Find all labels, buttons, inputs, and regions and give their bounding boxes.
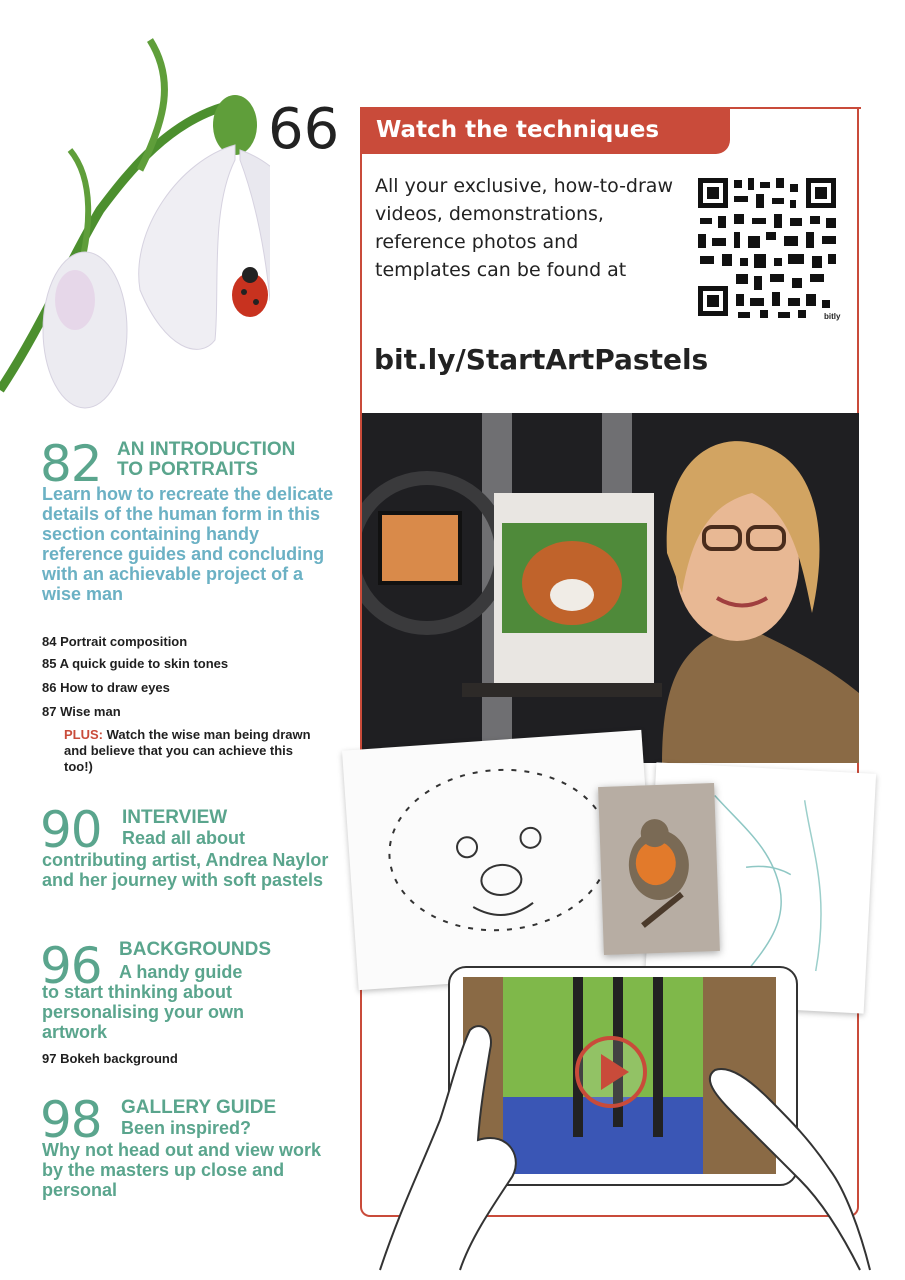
section-title-96: BACKGROUNDS [119,939,271,960]
panel-url[interactable]: bit.ly/StartArtPastels [374,343,709,376]
section-number-98: 98 [40,1091,102,1149]
panel-top-border [728,107,861,109]
plus-note [64,727,324,775]
section-title-90: INTERVIEW [122,807,228,828]
section-body-90: contributing artist, Andrea Naylor and her journey with soft pastels [42,850,329,890]
section-title-98: GALLERY GUIDE [121,1097,277,1118]
section-item-97: 97 Bokeh background [42,1051,178,1066]
snowdrop-illustration [0,30,270,420]
robin-photo [598,783,720,955]
artist-photo [362,413,859,763]
section-title-82-line1: AN INTRODUCTION [117,439,296,460]
panel-heading: Watch the techniques [376,117,660,143]
section-body-98: Why not head out and view work by the masters up close and personal [42,1140,322,1200]
qr-code[interactable] [694,174,844,324]
section-lead-98: Been inspired? [121,1118,252,1138]
section-body-82: Learn how to recreate the delicate details of the human form in this section containing handy reference guides and concluding with an achievable project of a wise man [42,484,334,604]
section-item-86: 86 How to draw eyes [42,680,170,695]
section-lead-90: Read all about [122,828,246,848]
section-item-87: 87 Wise man [42,704,121,719]
section-number-82: 82 [40,435,102,493]
panel-description: All your exclusive, how-to-draw videos, demonstrations, reference photos and templates can be found at [375,175,673,281]
section-body-96: to start thinking about personalising your own artwork [42,982,245,1042]
section-number-90: 90 [40,801,102,859]
section-title-82-line2: TO PORTRAITS [117,459,259,480]
section-item-85: 85 A quick guide to skin tones [42,656,229,671]
page-number: 66 [268,97,340,162]
plus-label: PLUS: [64,727,103,742]
qr-caption: bitly [824,312,841,321]
plus-text: Watch the wise man being drawn and believe that you can achieve this too!) [64,727,311,774]
section-item-84: 84 Portrait composition [42,634,188,649]
section-number-96: 96 [40,937,102,995]
section-lead-96: A handy guide [119,962,243,982]
hands-outline [360,1010,880,1280]
